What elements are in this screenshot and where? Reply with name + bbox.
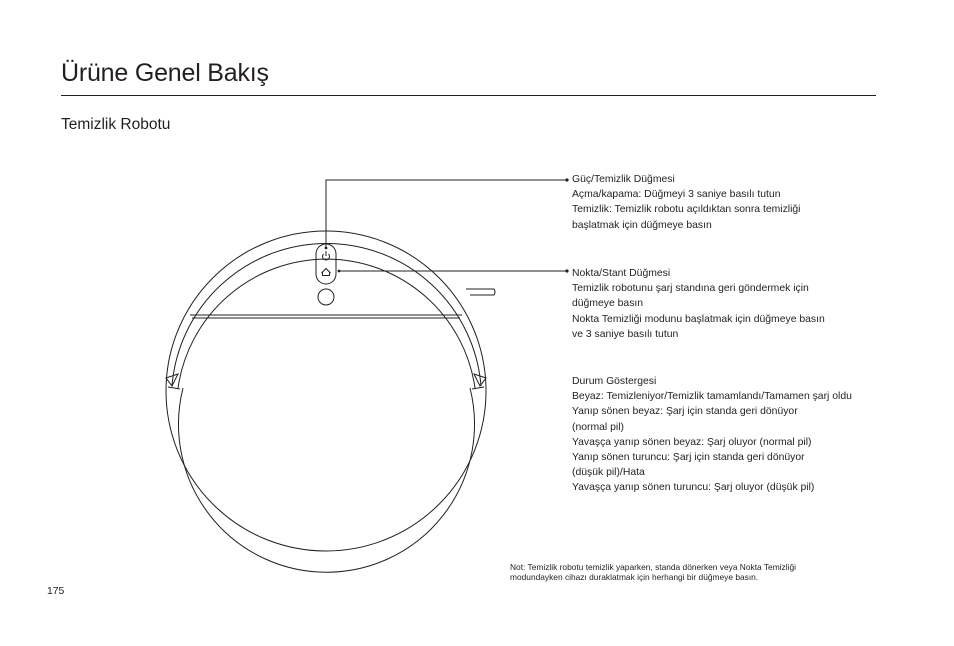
power-leader-line — [326, 180, 566, 248]
dock-callout-line: Temizlik robotunu şarj standına geri göndermek için — [572, 283, 809, 295]
dock-button-callout — [572, 266, 882, 342]
status-callout-line: Yanıp sönen turuncu: Şarj için standa geri dönüyor — [572, 452, 805, 464]
robot-outer-ring — [166, 231, 486, 551]
status-callout-line: Yanıp sönen beyaz: Şarj için standa geri dönüyor — [572, 406, 798, 418]
dock-leader-dot — [565, 269, 568, 272]
power-callout-title: Güç/Temizlik Düğmesi — [572, 174, 675, 185]
button-panel — [316, 244, 336, 284]
status-callout-line: Beyaz: Temizleniyor/Temizlik tamamlandı/Tamamen şarj oldu — [572, 391, 852, 403]
bumper-notch-right-lower — [472, 387, 484, 389]
status-callout-line: Yavaşça yanıp sönen beyaz: Şarj oluyor (normal pil) — [572, 436, 812, 448]
dock-callout-line: düğmeye basın — [572, 298, 644, 310]
power-callout-line: Temizlik: Temizlik robotu açıldıktan sonra temizliği — [572, 204, 801, 216]
power-callout-line: Açma/kapama: Düğmeyi 3 saniye basılı tutun — [572, 189, 781, 201]
power-callout-line: başlatmak için düğmeye basın — [572, 219, 712, 231]
status-callout-line: (düşük pil)/Hata — [572, 467, 645, 479]
status-callout-line: (normal pil) — [572, 421, 624, 433]
bumper-rail — [466, 289, 495, 295]
status-callout-line: Yavaşça yanıp sönen turuncu: Şarj oluyor (düşük pil) — [572, 482, 815, 494]
footnote — [510, 562, 890, 583]
footnote-line: Not: Temizlik robotu temizlik yaparken, standa dönerken veya Nokta Temizliği — [510, 562, 796, 572]
dock-leader-end — [338, 270, 341, 273]
home-icon — [322, 269, 331, 276]
robot-top-cover — [178, 259, 475, 388]
page-number: 175 — [47, 586, 65, 597]
status-indicator-callout — [572, 374, 882, 496]
dock-callout-line: ve 3 saniye basılı tutun — [572, 328, 679, 340]
footnote-line: modundayken cihazı duraklatmak için herhangi bir düğmeye basın. — [510, 572, 759, 583]
dock-callout-line: Nokta Temizliği modunu başlatmak için düğmeye basın — [572, 313, 825, 325]
page-title: Ürüne Genel Bakış — [61, 59, 269, 87]
section-title: Temizlik Robotu — [61, 116, 171, 133]
status-callout-title: Durum Göstergesi — [572, 376, 657, 387]
power-button-callout — [572, 172, 882, 233]
dock-callout-title: Nokta/Stant Düğmesi — [572, 268, 671, 279]
status-light-icon — [318, 289, 334, 305]
power-icon — [323, 251, 330, 260]
power-leader-dot — [565, 178, 568, 181]
robot-inner-ring — [179, 388, 475, 572]
power-leader-end — [325, 247, 328, 250]
